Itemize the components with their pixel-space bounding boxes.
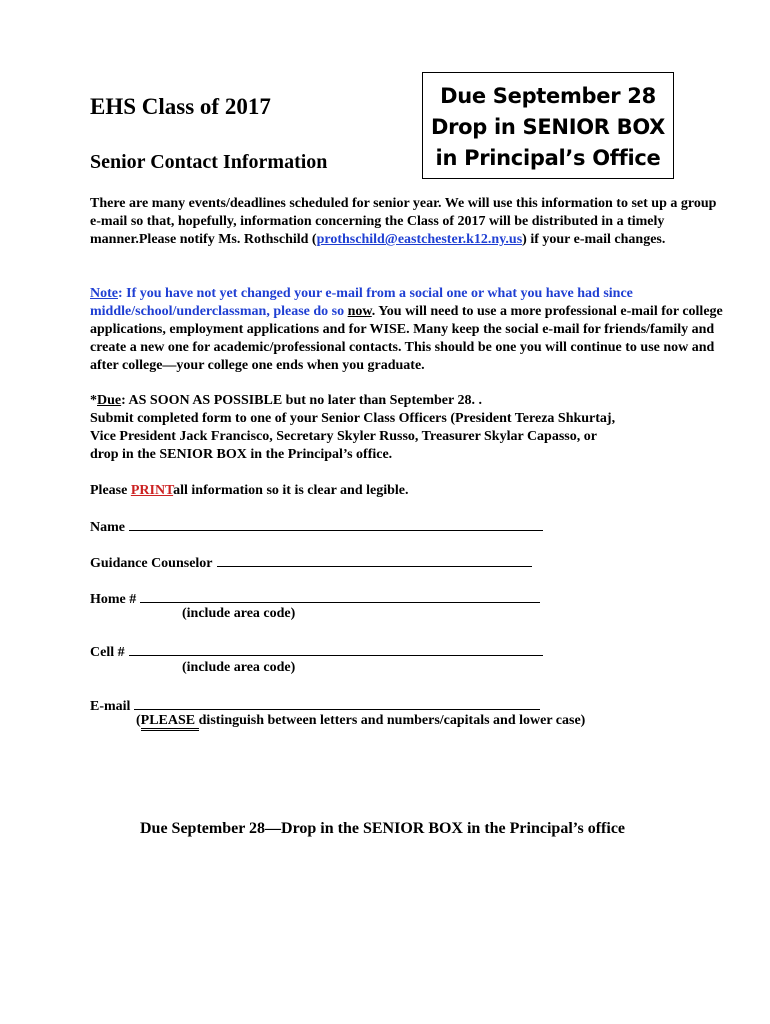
- intro-text: There are many events/deadlines scheduled for senior year. We will use this information to set up a group e-mail so that, hopefully, information concerning the Class of 2017 will be distributed in a timely manner.Please notify Ms. Rothschild (: [90, 196, 717, 247]
- email-hint: [136, 713, 585, 729]
- due-box-line-1: Due September 28: [440, 84, 656, 108]
- print-note-after: all information so it is clear and legible.: [173, 483, 409, 498]
- home-label: Home #: [90, 592, 137, 607]
- due-asterisk: *: [90, 393, 97, 408]
- due-line-4: drop in the SENIOR BOX in the Principal’s office.: [90, 447, 393, 462]
- home-field-row: [90, 589, 540, 608]
- intro-paragraph: [90, 195, 730, 249]
- intro-text-after: ) if your e-mail changes.: [522, 232, 666, 247]
- due-box: [422, 72, 674, 179]
- cell-hint: (include area code): [182, 660, 296, 675]
- page-subtitle: Senior Contact Information: [90, 151, 328, 173]
- contact-email-link[interactable]: prothschild@eastchester.k12.ny.us: [316, 232, 523, 247]
- due-box-line-3: in Principal’s Office: [435, 146, 661, 170]
- email-hint-open: (: [136, 713, 141, 728]
- note-paragraph: [90, 285, 730, 375]
- due-line-1-rest: : AS SOON AS POSSIBLE but no later than September 28. .: [121, 393, 482, 408]
- print-note: [90, 482, 730, 500]
- name-label: Name: [90, 520, 125, 535]
- due-line-3: Vice President Jack Francisco, Secretary Skyler Russo, Treasurer Skylar Capasso, or: [90, 429, 597, 444]
- footer-due-note: Due September 28—Drop in the SENIOR BOX in the Principal’s office: [140, 820, 626, 837]
- name-field-row: [90, 517, 543, 536]
- email-hint-emph: PLEASE: [141, 713, 199, 731]
- print-note-emph: PRINT: [130, 483, 174, 498]
- due-section: [90, 392, 730, 464]
- email-hint-rest: distinguish between letters and numbers/capitals and lower case): [198, 713, 586, 728]
- name-input-line[interactable]: [129, 517, 543, 531]
- due-line-1: [90, 392, 730, 410]
- note-text-rest: . You will need to use a more professional e-mail for college applications, employment applications and for WISE. Many keep the social e-mail for friends/family and create a new one for academic/professional contacts. This should be one you will continue to use now and after college—your college one ends when you graduate.: [90, 304, 723, 373]
- due-box-line-2: Drop in SENIOR BOX: [430, 115, 666, 139]
- note-label: Note: [90, 286, 118, 301]
- guidance-input-line[interactable]: [217, 553, 532, 567]
- cell-field-row: [90, 642, 543, 661]
- due-line-2: Submit completed form to one of your Senior Class Officers (President Tereza Shkurtaj,: [90, 411, 616, 426]
- print-note-before: Please: [90, 483, 131, 498]
- guidance-label: Guidance Counselor: [90, 556, 213, 571]
- email-label: E-mail: [90, 699, 131, 714]
- page-title: EHS Class of 2017: [90, 94, 271, 119]
- note-now: now: [347, 304, 372, 319]
- home-input-line[interactable]: [140, 589, 540, 603]
- note-text-blue: : If you have not yet changed your e-mail from a social one or what you have had since middle/school/underclassman, please do so: [90, 286, 633, 319]
- due-label: Due: [97, 393, 122, 408]
- cell-label: Cell #: [90, 645, 125, 660]
- home-hint: (include area code): [182, 606, 296, 621]
- cell-input-line[interactable]: [129, 642, 543, 656]
- email-input-line[interactable]: [134, 696, 540, 710]
- guidance-field-row: [90, 553, 532, 572]
